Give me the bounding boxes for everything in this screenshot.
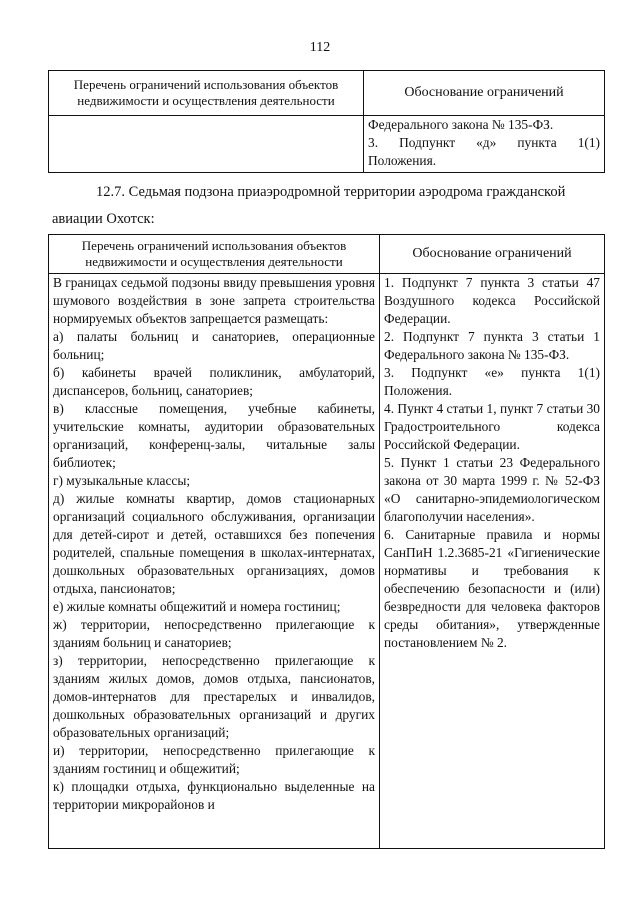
ground-item: 4. Пункт 4 статьи 1, пункт 7 статьи 30 Градостроительного кодекса Российской Федерации. xyxy=(384,401,600,452)
header-restrictions: Перечень ограничений использования объектов недвижимости и осуществления деятельности xyxy=(49,235,380,274)
grounds-cell xyxy=(364,116,605,173)
restriction-item: б) кабинеты врачей поликлиник, амбулаторий, диспансеров, больниц, санаториев; xyxy=(53,365,375,398)
restrictions-cell xyxy=(49,274,380,849)
ground-item: 3. Подпункт «д» пункта 1(1) Положения. xyxy=(368,135,600,168)
restriction-item: г) музыкальные классы; xyxy=(53,473,191,488)
restrictions-table xyxy=(48,234,605,849)
restriction-item: а) палаты больниц и санаториев, операционные больниц; xyxy=(53,329,375,362)
section-heading-continuation: авиации Охотск: xyxy=(52,211,155,227)
restriction-item: В границах седьмой подзоны ввиду превышения уровня шумового воздействия в зоне запрета строительства нормируемых объектов запрещается размещать: xyxy=(53,275,375,326)
restriction-item: к) площадки отдыха, функционально выделенные на территории микрорайонов и xyxy=(53,779,375,812)
ground-item: 6. Санитарные правила и нормы СанПиН 1.2.3685-21 «Гигиенические нормативы и требования к обеспечению безопасности и (или) безвредности для человека факторов среды обитания», утвержденные постановлением № 2. xyxy=(384,527,600,650)
header-grounds: Обоснование ограничений xyxy=(364,71,605,116)
header-restrictions: Перечень ограничений использования объектов недвижимости и осуществления деятельности xyxy=(49,71,364,116)
ground-item: Федерального закона № 135-ФЗ. xyxy=(368,117,554,132)
ground-item: 2. Подпункт 7 пункта 3 статьи 1 Федерального закона № 135-ФЗ. xyxy=(384,329,600,362)
page-number: 112 xyxy=(309,40,331,55)
table-header-row xyxy=(49,71,605,116)
table-row xyxy=(49,274,605,849)
ground-item: 5. Пункт 1 статьи 23 Федерального закона от 30 марта 1999 г. № 52-ФЗ «О санитарно-эпидемиологическом благополучии населения». xyxy=(384,455,600,524)
table-header-row xyxy=(49,235,605,274)
restriction-item: и) территории, непосредственно прилегающие к зданиям гостиниц и общежитий; xyxy=(53,743,375,776)
ground-item: 1. Подпункт 7 пункта 3 статьи 47 Воздушного кодекса Российской Федерации. xyxy=(384,275,600,326)
section-heading: 12.7. Седьмая подзона приаэродромной территории аэродрома гражданской xyxy=(96,184,566,200)
restrictions-cell xyxy=(49,116,364,173)
restriction-item: з) территории, непосредственно прилегающие к зданиям жилых домов, домов отдыха, пансионатов, домов-интернатов для престарелых и инвалидов, дошкольных образовательных организаций и других образовательных организаций; xyxy=(53,653,375,740)
ground-item: 3. Подпункт «е» пункта 1(1) Положения. xyxy=(384,365,600,398)
header-grounds: Обоснование ограничений xyxy=(380,235,605,274)
table-row xyxy=(49,116,605,173)
restriction-item: е) жилые комнаты общежитий и номера гостиниц; xyxy=(53,599,341,614)
restriction-item: ж) территории, непосредственно прилегающие к зданиям больниц и санаториев; xyxy=(53,617,375,650)
restriction-item: д) жилые комнаты квартир, домов стационарных организаций социального обслуживания, организации для детей-сирот и детей, оставшихся без попечения родителей, спальные помещения в школах-интернатах, дошкольных образовательных организациях, домов отдыха, пансионатов; xyxy=(53,491,375,596)
restrictions-table-continued xyxy=(48,70,605,173)
grounds-cell xyxy=(380,274,605,849)
restriction-item: в) классные помещения, учебные кабинеты, учительские комнаты, аудитории образовательных организаций, конференц-залы, читальные залы библиотек; xyxy=(53,401,375,470)
